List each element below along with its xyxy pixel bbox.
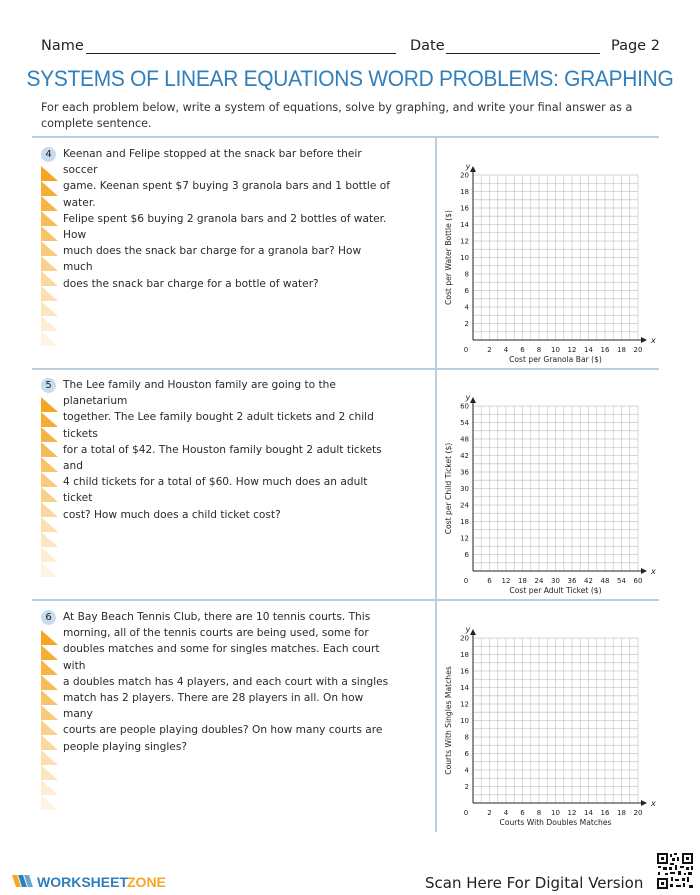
problem-line: morning, all of the tennis courts are being used, some for: [63, 627, 369, 640]
triangle-decoration-icon: [41, 256, 58, 271]
x-tick-label: 6: [520, 346, 525, 354]
x-tick-label: 2: [487, 809, 492, 817]
y-tick-label: 20: [460, 171, 469, 180]
triangle-decoration-icon: [41, 472, 58, 487]
worksheetzone-logo[interactable]: [10, 870, 180, 892]
y-tick-label: 8: [464, 270, 469, 279]
instructions: For each problem below, write a system of equations, solve by graphing, and write your final answer as a complete sentence.: [41, 101, 633, 130]
triangle-decoration-icon: [41, 412, 58, 427]
y-tick-label: 10: [460, 717, 469, 725]
y-tick-label: 2: [464, 320, 469, 328]
y-variable-label: y: [465, 625, 471, 634]
separator: [32, 136, 659, 138]
y-tick-label: 16: [460, 667, 469, 676]
triangle-decoration-icon: [41, 286, 58, 301]
triangle-decoration-icon: [41, 181, 58, 196]
graph-grid[interactable]: [437, 606, 655, 830]
triangle-decoration-icon: [41, 316, 58, 331]
triangle-decoration-icon: [41, 735, 58, 750]
y-tick-label: 18: [460, 518, 469, 526]
problem-line: game. Keenan spent $7 buying 3 granola bars and 1 bottle of water.: [63, 180, 390, 209]
problem-line: courts are people playing doubles? On how many courts are: [63, 724, 383, 737]
problem-line: Felipe spent $6 buying 2 granola bars and 2 bottles of water. How: [63, 212, 387, 242]
x-axis-arrow-icon: [641, 800, 647, 806]
x-tick-label: 18: [518, 577, 527, 585]
problem-line: At Bay Beach Tennis Club, there are 10 tennis courts. This: [63, 611, 371, 623]
x-tick-label: 12: [567, 346, 577, 354]
problem-line: 4 child tickets for a total of $60. How much does an adult ticket: [63, 476, 368, 505]
x-axis-label: Courts With Doubles Matches: [499, 818, 612, 827]
y-variable-label: y: [465, 393, 471, 402]
triangle-decoration-icon: [41, 196, 58, 211]
x-axis-arrow-icon: [641, 337, 647, 343]
x-axis-label: Cost per Granola Bar ($): [509, 355, 602, 364]
triangle-decoration-icon: [41, 780, 58, 795]
y-tick-label: 4: [464, 303, 469, 312]
y-axis-arrow-icon: [470, 629, 476, 635]
x-tick-label: 10: [551, 809, 560, 817]
triangle-decoration-icon: [41, 765, 58, 780]
triangle-decoration-icon: [41, 211, 58, 226]
y-tick-label: 18: [460, 188, 469, 196]
x-axis-label: Cost per Adult Ticket ($): [509, 586, 602, 595]
date-label: Date: [410, 38, 445, 54]
x-axis-arrow-icon: [641, 568, 647, 574]
x-tick-label: 60: [633, 577, 643, 585]
y-tick-label: 12: [460, 534, 469, 543]
triangle-decoration-icon: [41, 645, 58, 660]
x-tick-label: 8: [536, 346, 542, 354]
y-tick-label: 10: [460, 254, 469, 262]
x-tick-label: 36: [567, 577, 577, 585]
problem-line: people playing singles?: [63, 740, 187, 753]
logo-mark-icon: [12, 875, 33, 887]
x-tick-label: 6: [520, 809, 525, 817]
x-variable-label: x: [651, 336, 656, 345]
y-axis-label: Courts With Singles Matches: [444, 666, 453, 775]
triangle-decoration-icon: [41, 532, 58, 547]
triangle-decoration-icon: [41, 166, 58, 181]
x-tick-label: 2: [487, 346, 492, 354]
x-tick-label: 8: [536, 809, 542, 817]
x-tick-label: 10: [551, 346, 560, 354]
triangle-decoration-icon: [41, 331, 58, 346]
triangle-decoration-icon: [41, 547, 58, 562]
problem-line: cost? How much does a child ticket cost?: [63, 508, 281, 521]
qr-code-icon[interactable]: [656, 852, 694, 890]
graph-grid[interactable]: [437, 143, 655, 365]
x-tick-label: 12: [501, 577, 511, 585]
origin-label: 0: [463, 809, 469, 817]
x-tick-label: 16: [600, 809, 610, 817]
x-tick-label: 24: [534, 577, 544, 585]
triangle-decoration-icon: [41, 241, 58, 256]
triangle-decoration-icon: [41, 660, 58, 675]
problem-line: doubles matches and some for singles matches. Each court with: [63, 643, 380, 672]
triangle-decoration-icon: [41, 690, 58, 705]
x-tick-label: 4: [503, 809, 509, 817]
separator: [32, 599, 659, 601]
x-tick-label: 18: [617, 346, 626, 354]
y-tick-label: 12: [460, 700, 469, 709]
x-tick-label: 6: [487, 577, 492, 585]
y-tick-label: 42: [460, 452, 469, 460]
problem-line: does the snack bar charge for a bottle of water?: [63, 277, 319, 290]
triangle-decoration-icon: [41, 301, 58, 316]
problem-line: Keenan and Felipe stopped at the snack bar before their soccer: [63, 148, 362, 177]
y-axis-arrow-icon: [470, 397, 476, 403]
x-variable-label: x: [651, 799, 656, 808]
y-tick-label: 30: [460, 485, 469, 493]
triangle-decoration-icon: [41, 487, 58, 502]
problem-line: for a total of $42. The Houston family bought 2 adult tickets and: [63, 443, 382, 473]
triangle-decoration-icon: [41, 226, 58, 241]
problem-line: a doubles match has 4 players, and each court with a singles: [63, 675, 389, 688]
graph-grid[interactable]: [437, 374, 655, 596]
y-tick-label: 18: [460, 651, 469, 659]
triangle-decoration-icon: [41, 720, 58, 735]
problem-line: much does the snack bar charge for a granola bar? How much: [63, 245, 362, 274]
name-label: Name: [41, 38, 84, 54]
x-tick-label: 16: [600, 346, 610, 354]
triangle-decoration-icon: [41, 705, 58, 720]
logo-text-worksheet: WORKSHEET: [37, 874, 128, 890]
triangle-decoration-icon: [41, 750, 58, 765]
y-tick-label: 8: [464, 733, 469, 742]
separator: [32, 368, 659, 370]
y-tick-label: 6: [464, 287, 469, 295]
problem-number-badge: 5: [41, 378, 56, 393]
page-title: SYSTEMS OF LINEAR EQUATIONS WORD PROBLEMS: GRAPHING: [26, 66, 674, 91]
triangle-decoration-icon: [41, 397, 58, 412]
y-variable-label: y: [465, 162, 471, 171]
origin-label: 0: [463, 577, 469, 585]
problem-number-badge: 6: [41, 610, 56, 625]
y-tick-label: 54: [460, 419, 469, 427]
triangle-decoration-icon: [41, 442, 58, 457]
y-tick-label: 16: [460, 204, 469, 213]
triangle-decoration-icon: [41, 427, 58, 442]
scan-instruction: Scan Here For Digital Version: [425, 874, 644, 892]
triangle-decoration-icon: [41, 795, 58, 810]
x-tick-label: 20: [633, 809, 643, 817]
y-axis-arrow-icon: [470, 166, 476, 172]
origin-label: 0: [463, 346, 469, 354]
y-axis-label: Cost per Water Bottle ($): [444, 210, 453, 305]
name-field[interactable]: [86, 53, 396, 54]
y-tick-label: 12: [460, 237, 469, 246]
y-tick-label: 60: [460, 402, 469, 411]
y-tick-label: 6: [464, 551, 469, 559]
x-tick-label: 20: [633, 346, 643, 354]
triangle-decoration-icon: [41, 271, 58, 286]
x-variable-label: x: [651, 567, 656, 576]
problem-line: match has 2 players. There are 28 players in all. On how many: [63, 692, 364, 721]
problem-number-badge: 4: [41, 147, 56, 162]
triangle-decoration-icon: [41, 675, 58, 690]
x-tick-label: 48: [600, 577, 610, 585]
problem-line: together. The Lee family bought 2 adult tickets and 2 child tickets: [63, 411, 374, 440]
triangle-decoration-icon: [41, 457, 58, 472]
y-tick-label: 4: [464, 766, 469, 775]
y-tick-label: 14: [460, 221, 469, 229]
triangle-decoration-icon: [41, 562, 58, 577]
triangle-decoration-icon: [41, 502, 58, 517]
logo-text-zone: ZONE: [127, 874, 166, 890]
problem-text: [63, 609, 393, 755]
x-tick-label: 54: [617, 577, 626, 585]
y-axis-label: Cost per Child Ticket ($): [444, 442, 453, 535]
y-tick-label: 6: [464, 750, 469, 758]
page-number: Page 2: [611, 38, 660, 54]
triangle-decoration-icon: [41, 630, 58, 645]
triangle-decoration-icon: [41, 517, 58, 532]
x-tick-label: 14: [584, 346, 593, 354]
x-tick-label: 18: [617, 809, 626, 817]
problem-text: [63, 377, 393, 523]
y-tick-label: 20: [460, 634, 469, 643]
y-tick-label: 48: [460, 435, 469, 444]
x-tick-label: 12: [567, 809, 577, 817]
x-tick-label: 30: [551, 577, 560, 585]
y-tick-label: 24: [460, 501, 469, 510]
problem-line: The Lee family and Houston family are going to the planetarium: [63, 379, 336, 408]
date-field[interactable]: [446, 53, 600, 54]
y-tick-label: 2: [464, 783, 469, 791]
y-tick-label: 14: [460, 684, 469, 692]
y-tick-label: 36: [460, 468, 469, 477]
x-tick-label: 14: [584, 809, 593, 817]
problem-text: [63, 146, 393, 292]
x-tick-label: 42: [584, 577, 593, 585]
x-tick-label: 4: [503, 346, 509, 354]
